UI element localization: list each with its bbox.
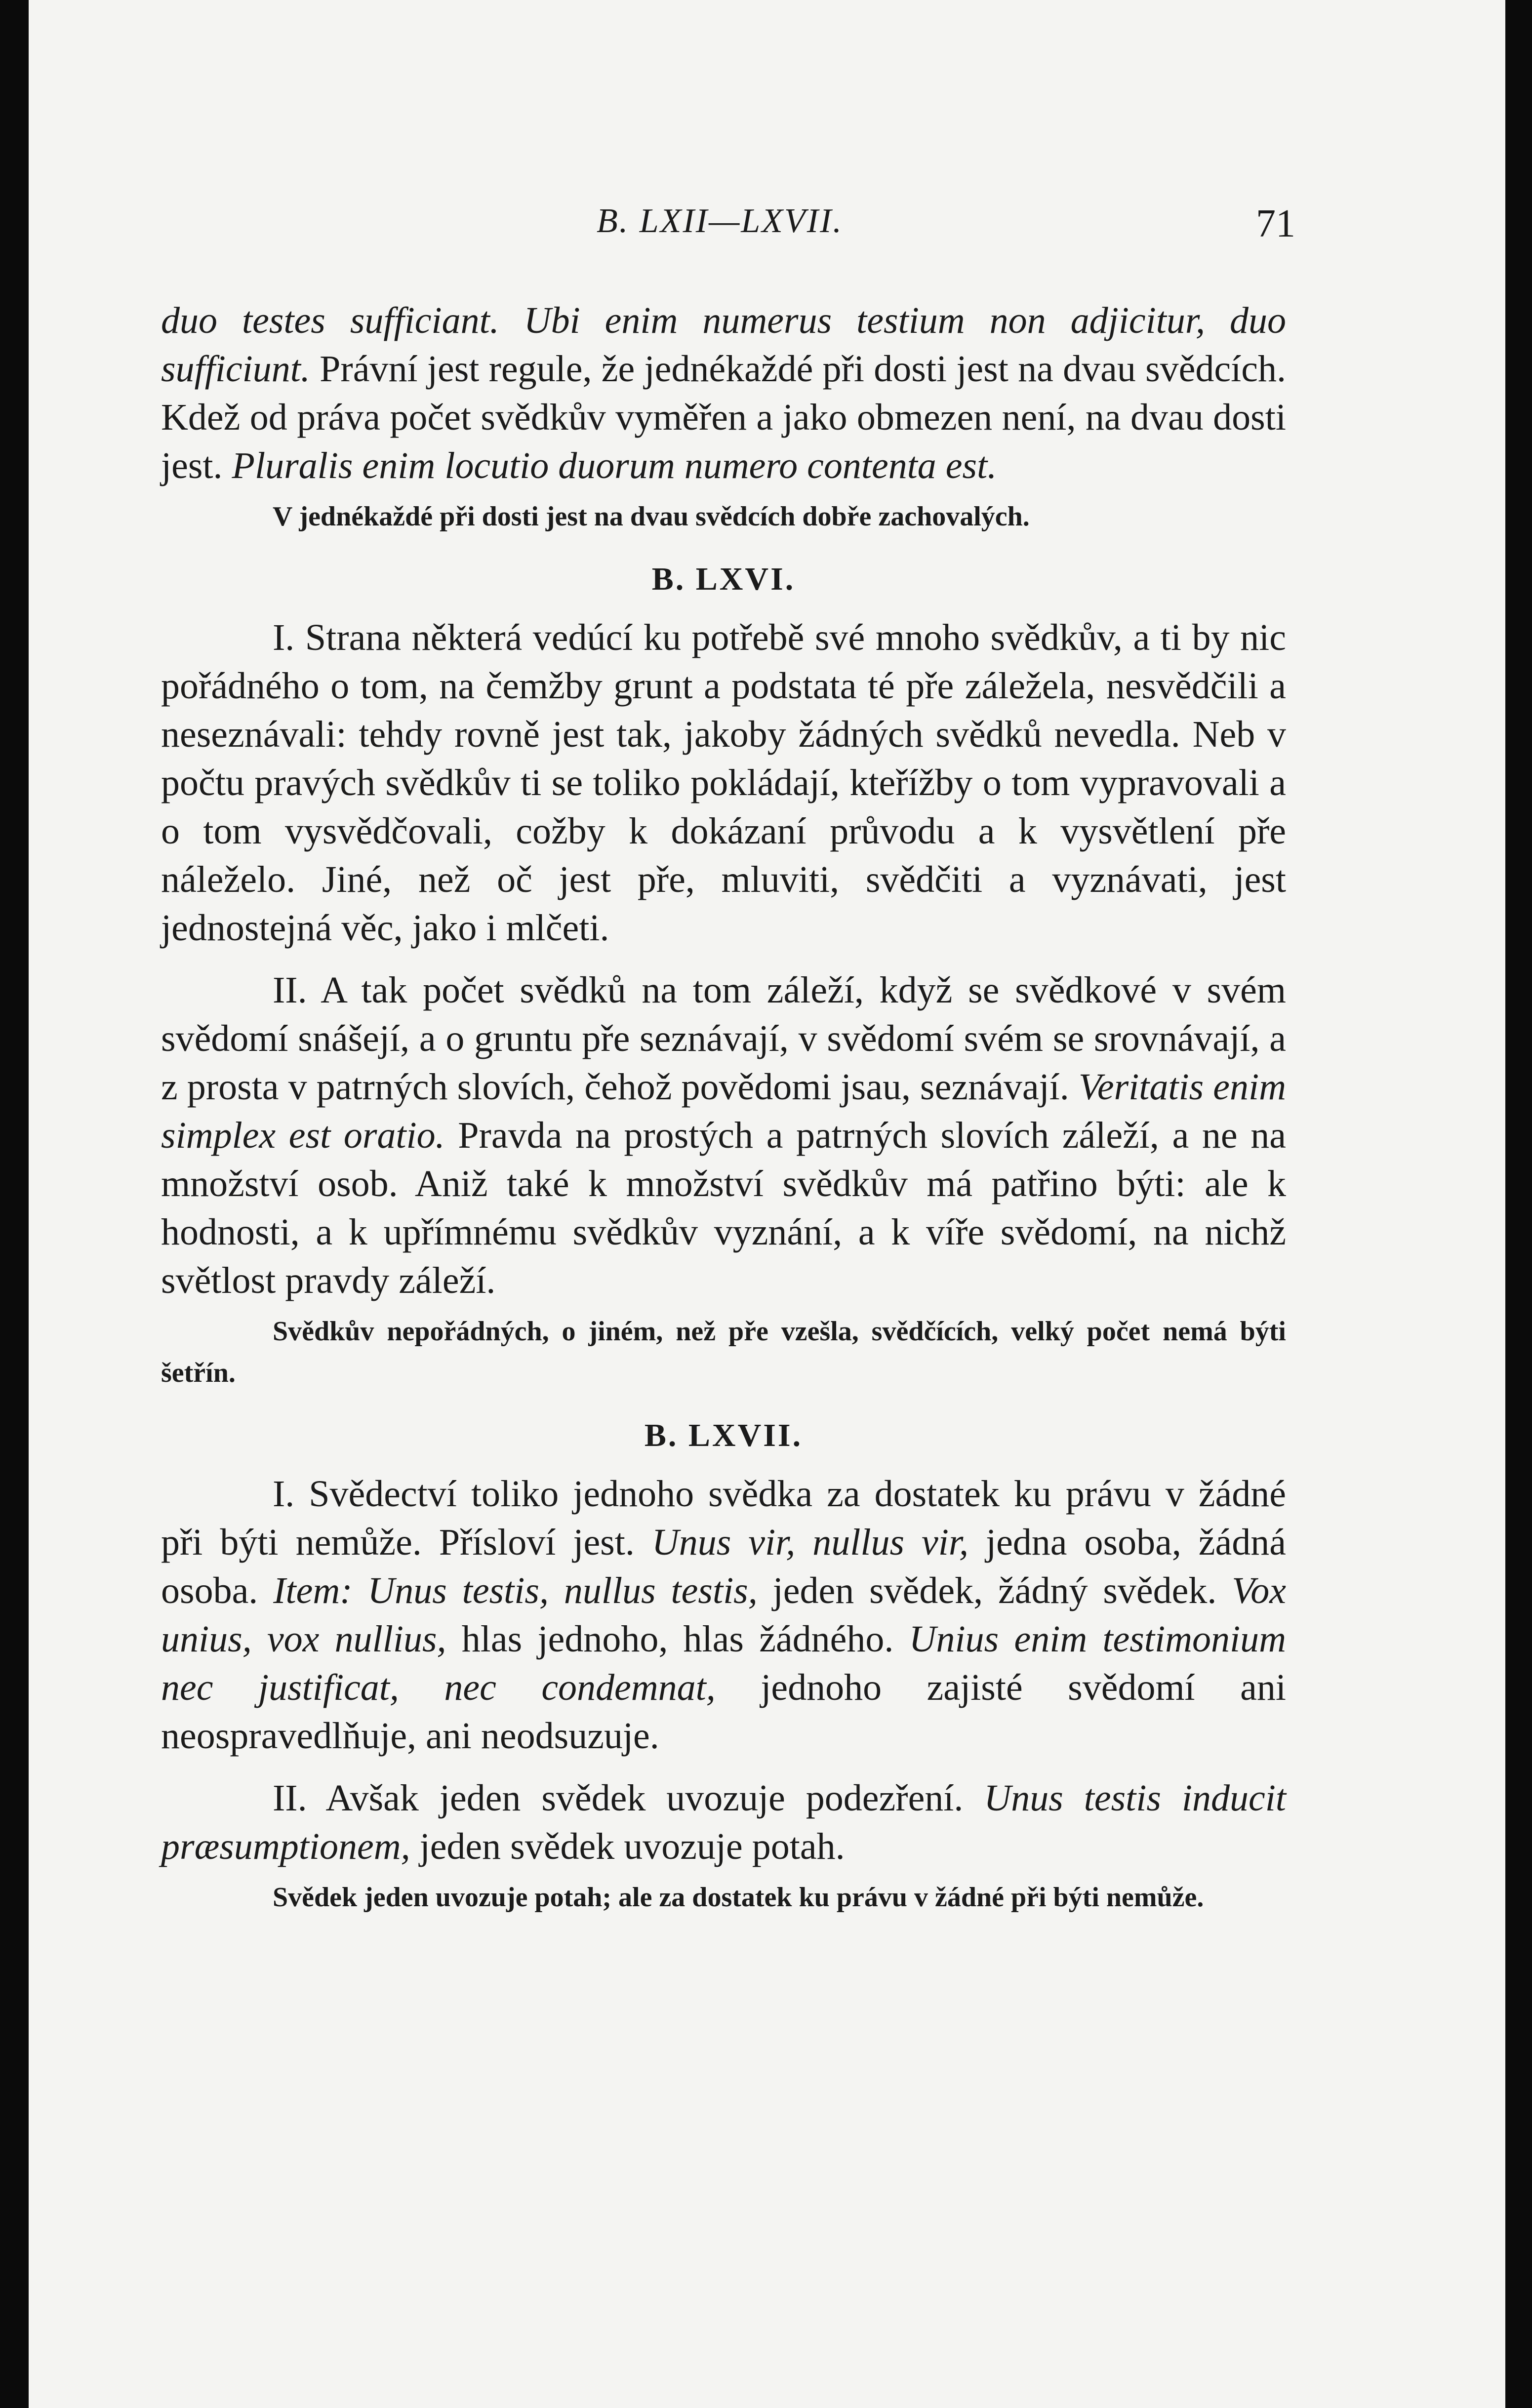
section-heading-lxvii: B. LXVII. — [644, 1417, 803, 1453]
text-run: jedna osoba, žádná osoba. — [161, 1522, 1286, 1611]
paragraph-lxvi-1: I. Strana některá vedúcí ku potřebě své mnoho svědkův, a ti by nic pořádného o tom, na čemžby grunt a podstata té pře záležela, nesvědčili a neseznávali: tehdy rovně jest tak, jakoby žádných svědků nevedla. Neb v počtu pravých svědkův ti se toliko pokládají, kteřížby o tom vypravovali a o tom vysvědčovali, cožby k dokázaní průvodu a k vysvětlení pře náleželo. Jiné, než oč jest pře, mluviti, svědčiti a vyznávati, jest jednostejná věc, jako i mlčeti. — [161, 617, 1286, 949]
text-run: II. Avšak jeden svědek uvozuje podezření. — [273, 1777, 984, 1819]
latin-phrase: Pluralis enim locutio duorum numero contenta est. — [232, 445, 997, 486]
text-run: Pravda na prostých a patrných slovích záleží, a ne na množství osob. Aniž také k množství svědkův má patřino býti: ale k hodnosti, a k upřímnému svědkův vyznání, a k víře svědomí, na nichž světlost pravdy záleží. — [161, 1115, 1286, 1301]
summary-note: Svědek jeden uvozuje potah; ale za dostatek ku právu v žádné při býti nemůže. — [273, 1882, 1204, 1913]
text-run: hlas jednoho, hlas žádného. — [446, 1618, 909, 1660]
paragraph-continuation — [161, 296, 1286, 490]
paragraph-lxvii-1 — [161, 1470, 1286, 1760]
text-run: jednoho zajisté svědomí ani neospravedlňuje, ani neodsuzuje. — [161, 1667, 1286, 1757]
text-run: Právní jest regule, že jednékaždé při dosti jest na dvau svědcích. Kdež od práva počet svědkův vyměřen a jako obmezen není, na dvau dosti jest. — [161, 348, 1286, 486]
latin-phrase: Unus testis inducit præsumptionem, — [161, 1777, 1286, 1867]
page-header — [562, 201, 1295, 256]
latin-phrase: Unius enim testimonium nec justificat, nec condemnat, — [161, 1618, 1286, 1708]
latin-phrase: Item: Unus testis, nullus testis, — [273, 1570, 758, 1611]
section-heading-lxvi: B. LXVI. — [651, 561, 796, 597]
paragraph-lxvii-2 — [161, 1774, 1286, 1871]
page-body — [161, 296, 1286, 1918]
paragraph-lxvi-2 — [161, 966, 1286, 1305]
text-run: II. A tak počet svědků na tom záleží, když se svědkové v svém svědomí snášejí, a o gruntu pře seznávají, v svědomí svém se srovnávají, a z prosta v patrných slovích, čehož povědomi jsau, seznávají. — [161, 969, 1286, 1108]
text-run: jeden svědek uvozuje potah. — [410, 1826, 845, 1867]
page-number: 71 — [1256, 202, 1295, 245]
latin-phrase: Veritatis enim simplex est oratio. — [161, 1066, 1287, 1156]
text-run: jeden svědek, žádný svědek. — [757, 1570, 1232, 1611]
latin-phrase: duo testes sufficiant. Ubi enim numerus testium non adjicitur, duo sufficiunt. — [161, 300, 1286, 390]
summary-note: V jednékaždé při dosti jest na dvau svědcích dobře zachovalých. — [273, 501, 1030, 532]
book-page — [29, 0, 1505, 2408]
summary-note: Svědkův nepořádných, o jiném, než pře vzešla, svědčících, velký počet nemá býti šetřín. — [161, 1316, 1286, 1388]
latin-phrase: Unus vir, nullus vir, — [651, 1522, 968, 1563]
latin-phrase: Vox unius, vox nullius, — [161, 1570, 1286, 1660]
text-run: I. Svědectví toliko jednoho svědka za dostatek ku právu v žádné při býti nemůže. Přísloví jest. — [161, 1473, 1286, 1563]
running-title: B. LXII—LXVII. — [597, 202, 843, 240]
